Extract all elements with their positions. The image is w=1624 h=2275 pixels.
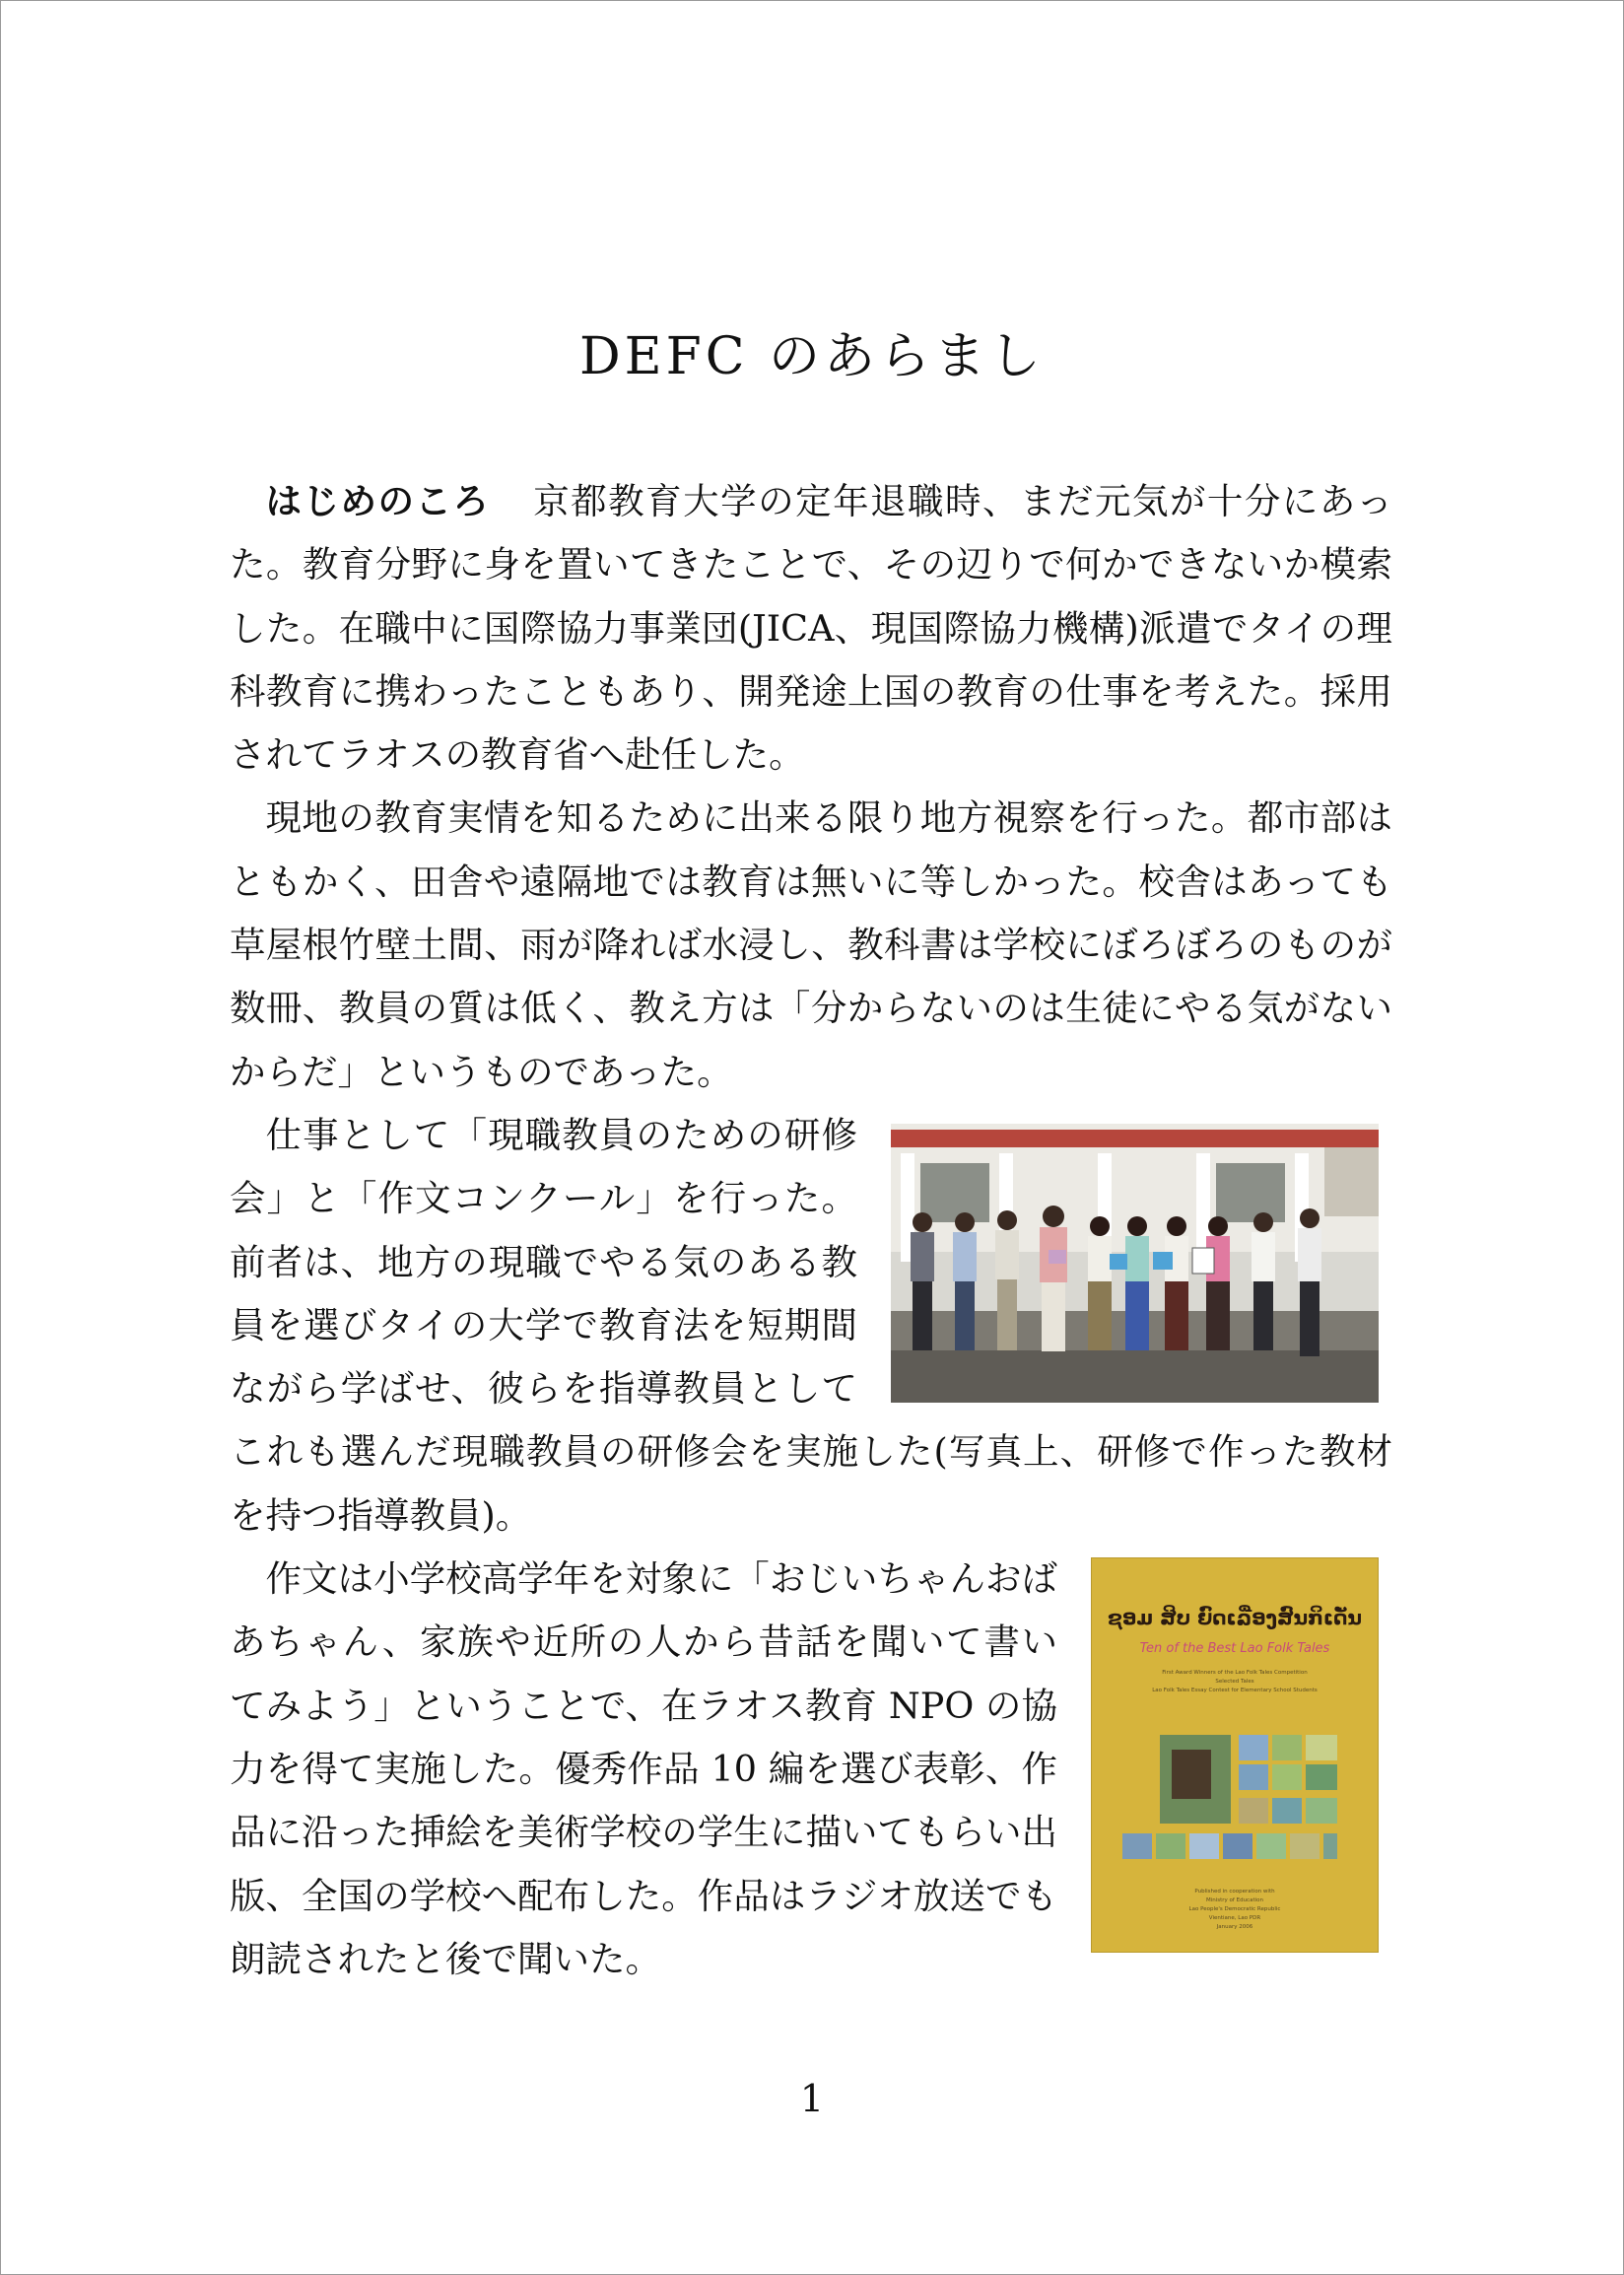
book-subtitle-2: Selected Tales [1215, 1679, 1254, 1686]
book-subtitle-3: Lao Folk Tales Essay Contest for Elementary School Students [1152, 1688, 1318, 1694]
book-publisher-3: Lao People's Democratic Republic [1188, 1906, 1281, 1913]
paragraph-training: 仕事として「現職教員のための研修会」と「作文コンクール」を行った。前者は、地方の現職でやる気のある教員を選びタイの大学で教育法を短期間ながら学ばせ、彼らを指導教員としてこれも選んだ現職教員の研修会を実施した(写真上、研修で作った教材を持つ指導教員)。 [230, 1113, 1392, 1537]
book-title-lao: ຊອມ ສິບ ຍົດເລື່ອງສົນກິເດັ່ນ [1108, 1606, 1362, 1630]
book-subtitle-1: First Award Winners of the Lao Folk Tales Competition [1162, 1670, 1308, 1677]
paragraph-local-conditions: 現地の教育実情を知るために出来る限り地方視察を行った。都市部はともかく、田舎や遠隔地では教育は無いに等しかった。校舎はあっても草屋根竹壁土間、雨が降れば水浸し、教科書は学校にぼろぼろのものが数冊、教員の質は低く、教え方は「分からないのは生徒にやる気がないからだ」というものであった。 [230, 796, 1392, 1093]
book-publisher-1: Published in cooperation with [1194, 1889, 1275, 1896]
book-publisher-5: January 2006 [1216, 1924, 1253, 1931]
page-title: DEFC のあらまし [578, 327, 1046, 386]
page-number: 1 [799, 2077, 825, 2120]
section-heading: はじめのころ [265, 480, 491, 522]
book-cover-icon [1091, 1557, 1379, 1953]
folk-tales-book-cover [1091, 1557, 1379, 1953]
article-body [230, 470, 1392, 1991]
book-title-en: Ten of the Best Lao Folk Tales [1139, 1641, 1330, 1657]
book-publisher-4: Vientiane, Lao PDR [1208, 1915, 1261, 1922]
book-publisher-2: Ministry of Education [1205, 1897, 1264, 1904]
paragraph-essay-contest: 作文は小学校高学年を対象に「おじいちゃんおばあちゃん、家族や近所の人から昔話を聞いて書いてみよう」ということで、在ラオス教育 NPO の協力を得て実施した。優秀作品 10 編を選び表彰、作品に沿った挿絵を美術学校の学生に描いてもらい出版、全国の学校へ配布した。作品はラジオ放送でも朗読されたと後で聞いた。 [230, 1557, 1057, 1980]
group-photo-icon [891, 1124, 1379, 1403]
paragraph-intro [230, 470, 1392, 787]
paragraph-intro-text: 京都教育大学の定年退職時、まだ元気が十分にあった。教育分野に身を置いてきたことで、その辺りで何かできないか模索した。在職中に国際協力事業団(JICA、現国際協力機構)派遣でタイの理科教育に携わったこともあり、開発途上国の教育の仕事を考えた。採用されてラオスの教育省へ赴任した。 [230, 480, 1392, 777]
training-group-photo [891, 1124, 1379, 1403]
